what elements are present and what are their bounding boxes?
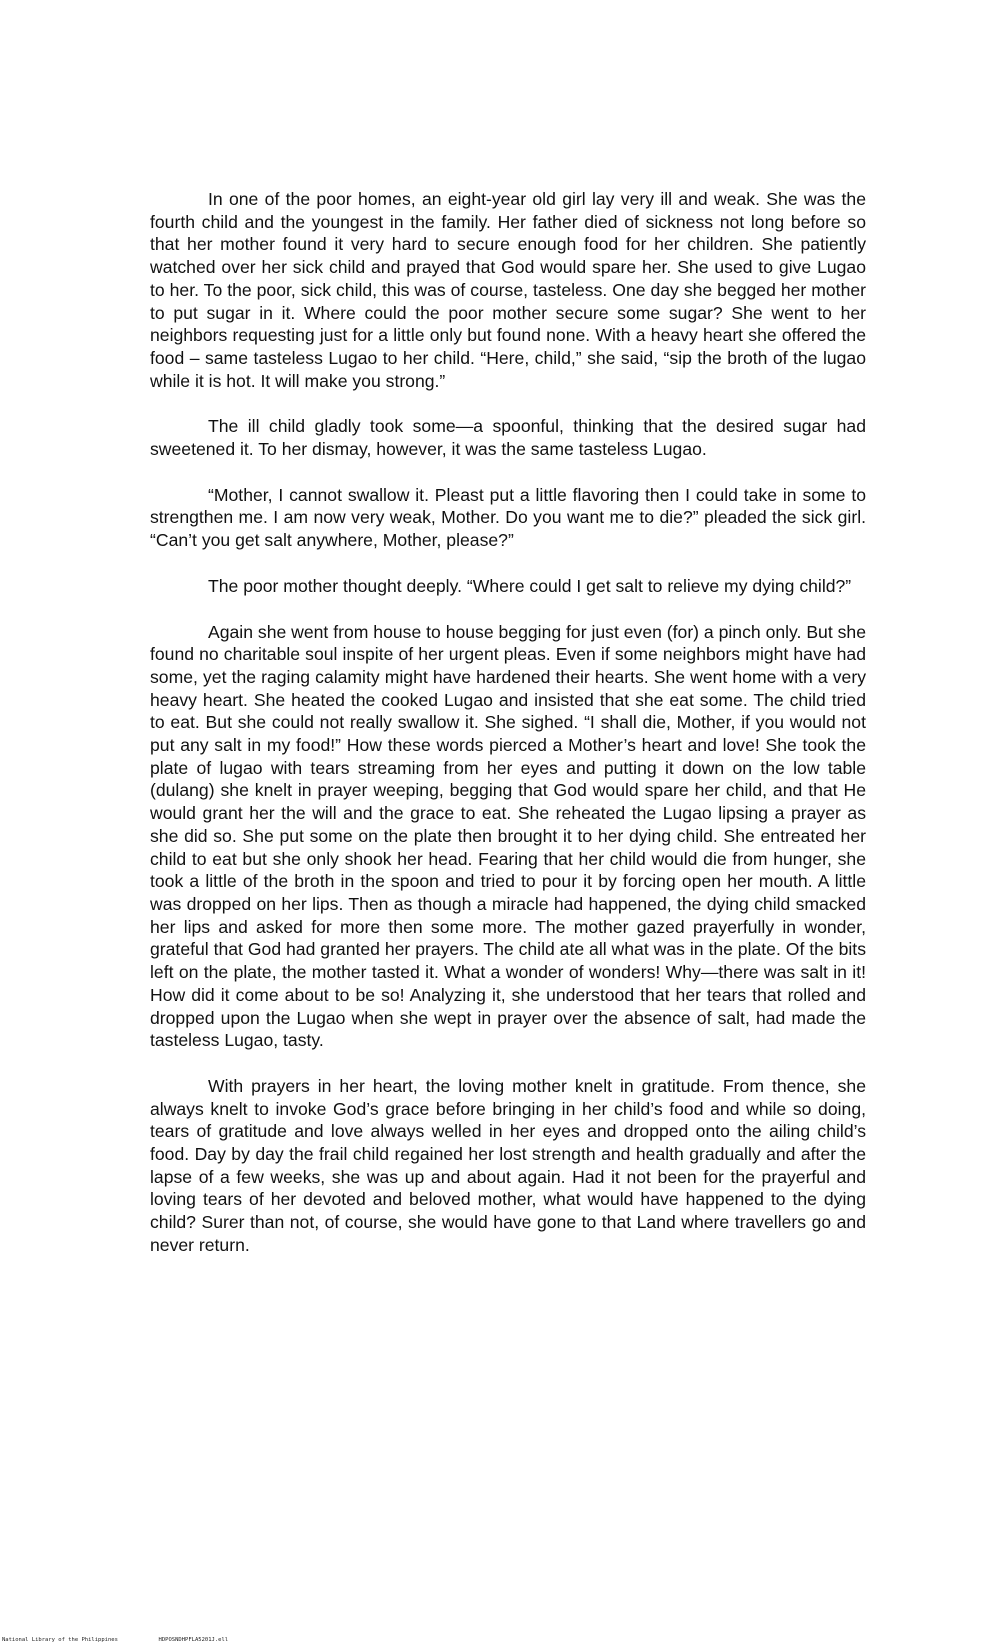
paragraph-3: “Mother, I cannot swallow it. Pleast put a little flavoring then I could take in some to strengthen me. I am now very weak, Mother. Do you want me to die?” pleaded the sick girl. “Can’t you get salt anywhere, Mother, please?” <box>150 484 866 551</box>
footer-file-code: HDPOSNDHPFLA5201J.ell <box>158 1637 229 1643</box>
footer-library-name: National Library of the Philippines <box>2 1637 118 1643</box>
paragraph-4: The poor mother thought deeply. “Where could I get salt to relieve my dying child?” <box>208 575 852 596</box>
paragraph-2: The ill child gladly took some—a spoonful, thinking that the desired sugar had sweetened it. To her dismay, however, it was the same tasteless Lugao. <box>150 416 866 460</box>
document-body <box>150 188 866 1280</box>
page-footer <box>2 1637 228 1643</box>
paragraph-5: Again she went from house to house begging for just even (for) a pinch only. But she found no charitable soul inspite of her urgent pleas. Even if some neighbors might have had some, yet the raging calamity might have hardened their hearts. She went home with a very heavy heart. She heated the cooked Lugao and insisted that she eat some. The child tried to eat. But she could not really swallow it. She sighed. “I shall die, Mother, if you would not put any salt in my food!” How these words pierced a Mother’s heart and love! She took the plate of lugao with tears streaming from her eyes and putting it down on the low table (dulang) she knelt in prayer weeping, begging that God would spare her child, and that He would grant her the will and the grace to eat. She reheated the Lugao lipsing a prayer as she did so. She put some on the plate then brought it to her dying child. She entreated her child to eat but she only shook her head. Fearing that her child would die from hunger, she took a little of the broth in the spoon and tried to pour it by forcing open her mouth. A little was dropped on her lips. Then as though a miracle had happened, the dying child smacked her lips and asked for more then some more. The mother gazed prayerfully in wonder, grateful that God had granted her prayers. The child ate all what was in the plate. Of the bits left on the plate, the mother tasted it. What a wonder of wonders! Why—there was salt in it! How did it come about to be so! Analyzing it, she understood that her tears that rolled and dropped upon the Lugao when she wept in prayer over the absence of salt, had made the tasteless Lugao, tasty. <box>150 621 866 1051</box>
paragraph-1: In one of the poor homes, an eight-year old girl lay very ill and weak. She was the fourth child and the youngest in the family. Her father died of sickness not long before so that her mother found it very hard to secure enough food for her children. She patiently watched over her sick child and prayed that God would spare her. She used to give Lugao to her. To the poor, sick child, this was of course, tasteless. One day she begged her mother to put sugar in it. Where could the poor mother secure some sugar? She went to her neighbors requesting just for a little only but found none. With a heavy heart she offered the food – same tasteless Lugao to her child. “Here, child,” she said, “sip the broth of the lugao while it is hot. It will make you strong.” <box>150 189 866 391</box>
paragraph-6: With prayers in her heart, the loving mother knelt in gratitude. From thence, she always knelt to invoke God’s grace before bringing in her child’s food and while so doing, tears of gratitude and love always welled in her eyes and dropped onto the ailing child’s food. Day by day the frail child regained her lost strength and health gradually and after the lapse of a few weeks, she was up and about again. Had it not been for the prayerful and loving tears of her devoted and beloved mother, what would have happened to the dying child? Surer than not, of course, she would have gone to that Land where travellers go and never return. <box>150 1075 866 1255</box>
